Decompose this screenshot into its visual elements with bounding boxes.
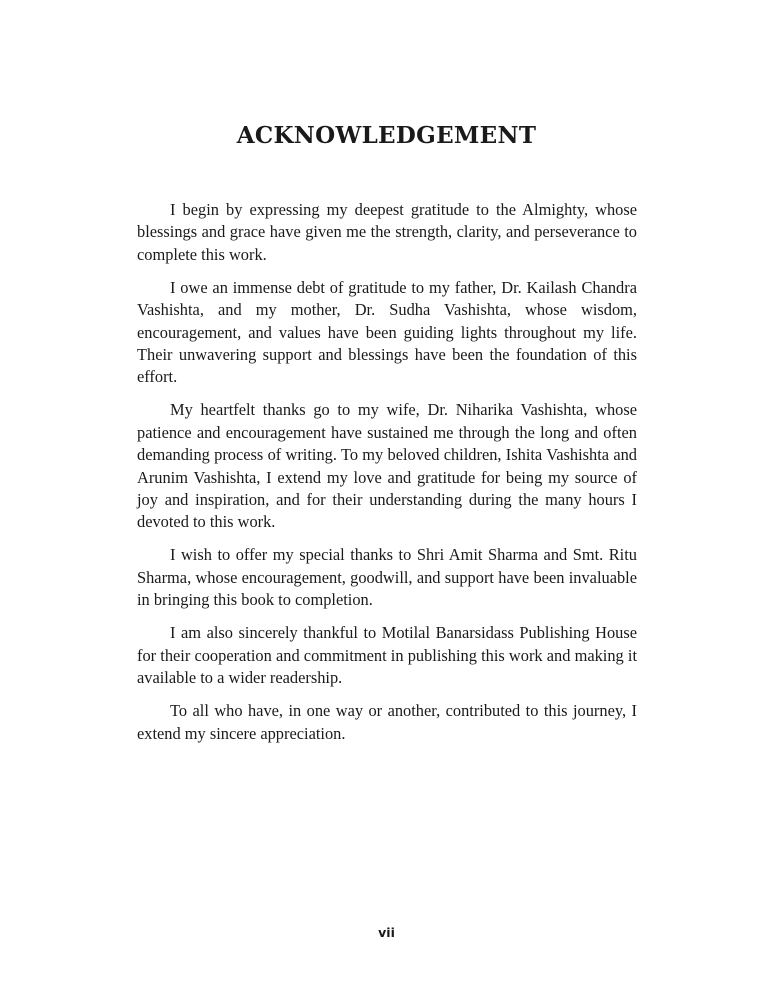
page-title: ACKNOWLEDGEMENT bbox=[236, 122, 537, 149]
paragraph-almighty: I begin by expressing my deepest gratitude to the Almighty, whose blessings and grace have given me the strength, clarity, and perseverance to complete this work. bbox=[137, 200, 637, 264]
paragraph-publisher: I am also sincerely thankful to Motilal Banarsidass Publishing House for their cooperation and commitment in publishing this work and making it available to a wider readership. bbox=[137, 623, 637, 688]
paragraph-special-thanks: I wish to offer my special thanks to Shri Amit Sharma and Smt. Ritu Sharma, whose encouragement, goodwill, and support have been invaluable in bringing this book to completion. bbox=[137, 545, 637, 610]
page-number: vii bbox=[378, 925, 395, 940]
paragraph-family: My heartfelt thanks go to my wife, Dr. Niharika Vashishta, whose patience and encouragement have sustained me through the long and often demanding process of writing. To my beloved children, Ishita Vashishta and Arunim Vashishta, I extend my love and gratitude for being my source of joy and inspiration, and for their understanding during the many hours I devoted to this work. bbox=[137, 400, 637, 532]
paragraph-closing: To all who have, in one way or another, contributed to this journey, I extend my sincere appreciation. bbox=[137, 701, 637, 743]
acknowledgement-body bbox=[137, 199, 637, 756]
paragraph-parents: I owe an immense debt of gratitude to my father, Dr. Kailash Chandra Vashishta, and my mother, Dr. Sudha Vashishta, whose wisdom, encouragement, and values have been guiding lights throughout my life. Their unwavering support and blessings have been the foundation of this effort. bbox=[137, 277, 637, 387]
